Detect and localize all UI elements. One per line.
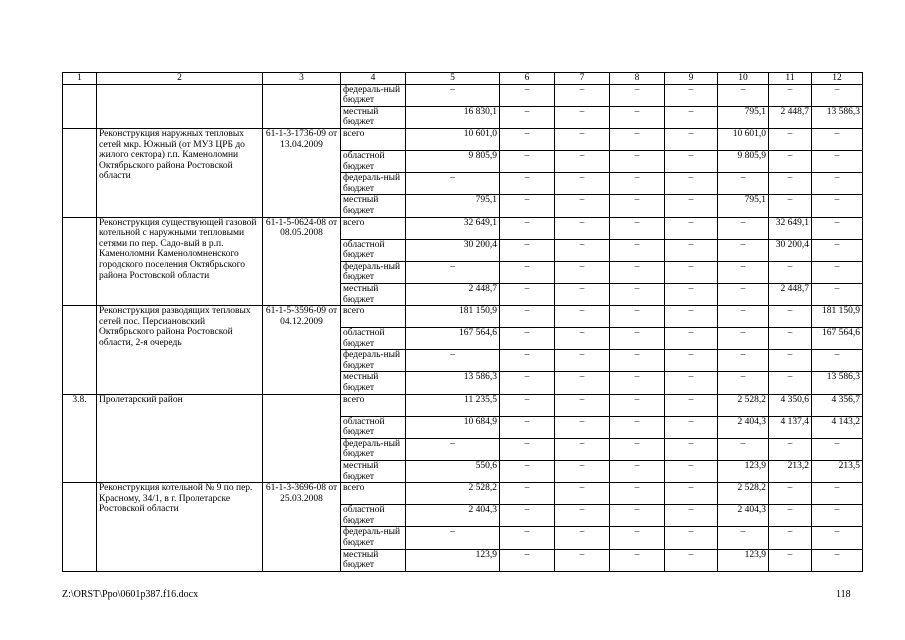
table-cell: – (769, 350, 812, 372)
table-cell: – (555, 195, 610, 217)
table-cell (97, 84, 263, 128)
table-cell: – (718, 438, 769, 460)
table-cell: – (718, 527, 769, 549)
table-cell: – (555, 106, 610, 128)
table-cell: 30 200,4 (769, 239, 812, 261)
table-cell: – (555, 217, 610, 239)
table-cell: – (769, 483, 812, 505)
table-row (63, 84, 863, 106)
table-cell: – (406, 350, 500, 372)
table-cell: 13 586,3 (406, 372, 500, 394)
table-cell: – (555, 438, 610, 460)
table-cell: – (665, 128, 718, 150)
table-cell: – (500, 372, 555, 394)
table-cell: 123,9 (406, 549, 500, 571)
table-cell: областной бюджет (341, 328, 406, 350)
table-cell: 550,6 (406, 461, 500, 483)
column-header: 5 (406, 73, 500, 85)
table-cell: 2 404,3 (718, 416, 769, 438)
table-cell: – (610, 416, 665, 438)
table-cell: Реконструкция существующей газовой котельной с наружными тепловыми сетями по пер. Садо-вый в р.п. Каменоломни Каменоломненского городского поселения Октябрьского района Ростовской области (97, 217, 263, 306)
table-cell: 10 601,0 (718, 128, 769, 150)
table-cell: – (500, 328, 555, 350)
table-cell: – (718, 328, 769, 350)
table-row (63, 483, 863, 505)
table-cell: – (812, 195, 863, 217)
table-row (63, 217, 863, 239)
table-cell: – (500, 483, 555, 505)
table-cell: 30 200,4 (406, 239, 500, 261)
table-cell: 13 586,3 (812, 106, 863, 128)
table-cell: – (500, 195, 555, 217)
table-cell: – (555, 239, 610, 261)
table-cell: 9 805,9 (718, 150, 769, 172)
table-cell: – (812, 527, 863, 549)
table-cell: 2 404,3 (718, 505, 769, 527)
table-cell: – (610, 328, 665, 350)
table-cell: – (406, 261, 500, 283)
table-cell: местный бюджет (341, 372, 406, 394)
table-cell: – (500, 239, 555, 261)
table-cell: – (769, 328, 812, 350)
table-cell: – (718, 372, 769, 394)
table-cell: – (500, 461, 555, 483)
table-cell: – (555, 527, 610, 549)
table-cell: всего (341, 483, 406, 505)
table-cell: – (769, 173, 812, 195)
table-cell: – (665, 416, 718, 438)
table-cell: – (610, 106, 665, 128)
table-cell: федераль-ный бюджет (341, 173, 406, 195)
table-cell: – (812, 483, 863, 505)
table-cell (63, 306, 97, 395)
table-cell: – (812, 549, 863, 571)
table-cell: – (500, 549, 555, 571)
table-cell: – (812, 505, 863, 527)
column-header: 11 (769, 73, 812, 85)
table-cell: – (555, 328, 610, 350)
table-cell: федераль-ный бюджет (341, 350, 406, 372)
table-cell: – (769, 549, 812, 571)
table-cell: 181 150,9 (812, 306, 863, 328)
table-cell: – (718, 84, 769, 106)
table-cell: – (555, 173, 610, 195)
table-cell: – (610, 438, 665, 460)
table-cell: 2 528,2 (718, 483, 769, 505)
table-cell: – (718, 306, 769, 328)
table-cell: – (610, 150, 665, 172)
table-cell: – (718, 283, 769, 305)
table-cell: – (812, 128, 863, 150)
table-cell: – (555, 505, 610, 527)
table-cell: всего (341, 306, 406, 328)
table-cell: федераль-ный бюджет (341, 438, 406, 460)
table-cell: – (610, 372, 665, 394)
table-cell: – (500, 306, 555, 328)
table-cell: 61-1-3-3696-08 от 25.03.2008 (263, 483, 341, 572)
table-cell: – (610, 217, 665, 239)
table-cell: – (718, 239, 769, 261)
table-cell: 3.8. (63, 394, 97, 483)
table-cell: 2 528,2 (718, 394, 769, 416)
table-cell: – (665, 505, 718, 527)
table-cell: федераль-ный бюджет (341, 261, 406, 283)
table-cell: – (500, 394, 555, 416)
header-row (63, 73, 863, 85)
footer-file-path: Z:\ORST\Ppo\0601p387.f16.docx (62, 589, 199, 600)
column-header: 8 (610, 73, 665, 85)
table-cell: – (555, 416, 610, 438)
table-cell: 61-1-3-1736-09 от 13.04.2009 (263, 128, 341, 217)
table-cell: – (718, 261, 769, 283)
table-cell: местный бюджет (341, 461, 406, 483)
table-cell: областной бюджет (341, 505, 406, 527)
table-cell: – (555, 372, 610, 394)
table-cell: – (812, 217, 863, 239)
table-cell: 61-1-5-3596-09 от 04.12.2009 (263, 306, 341, 395)
table-cell: 32 649,1 (406, 217, 500, 239)
table-cell: местный бюджет (341, 283, 406, 305)
table-cell (63, 217, 97, 306)
table-cell: 61-1-5-0624-08 от 08.05.2008 (263, 217, 341, 306)
table-cell (63, 128, 97, 217)
table-cell: – (555, 128, 610, 150)
table-cell: 11 235,5 (406, 394, 500, 416)
table-cell: всего (341, 217, 406, 239)
table-cell: – (610, 350, 665, 372)
table-cell: 10 684,9 (406, 416, 500, 438)
table-cell: – (610, 84, 665, 106)
table-cell: 795,1 (406, 195, 500, 217)
table-cell: – (769, 527, 812, 549)
table-cell: – (812, 173, 863, 195)
table-cell: 4 143,2 (812, 416, 863, 438)
table-cell: – (555, 283, 610, 305)
table-cell: 2 404,3 (406, 505, 500, 527)
table-cell: – (555, 150, 610, 172)
table-cell: – (406, 84, 500, 106)
table-cell: местный бюджет (341, 106, 406, 128)
table-cell: 10 601,0 (406, 128, 500, 150)
table-cell: – (610, 527, 665, 549)
table-cell: – (610, 483, 665, 505)
table-cell: – (812, 239, 863, 261)
table-cell: 16 830,1 (406, 106, 500, 128)
table-cell: – (555, 261, 610, 283)
table-cell: 2 528,2 (406, 483, 500, 505)
table-cell: областной бюджет (341, 416, 406, 438)
table-cell: Реконструкция наружных тепловых сетей мкр. Южный (от МУЗ ЦРБ до жилого сектора) г.п. Каменоломни Октябрьского района Ростовской области (97, 128, 263, 217)
table-cell: – (610, 283, 665, 305)
table-cell: – (610, 505, 665, 527)
column-header: 6 (500, 73, 555, 85)
table-cell: – (665, 328, 718, 350)
table-cell: местный бюджет (341, 549, 406, 571)
table-cell: 4 137,4 (769, 416, 812, 438)
table-cell: – (769, 261, 812, 283)
table-cell: федераль-ный бюджет (341, 84, 406, 106)
table-cell: – (769, 195, 812, 217)
table-cell: 181 150,9 (406, 306, 500, 328)
table-cell: всего (341, 128, 406, 150)
table-cell: – (718, 350, 769, 372)
table-cell: – (406, 527, 500, 549)
page-number: 118 (836, 589, 851, 600)
table-cell: – (555, 549, 610, 571)
table-cell: – (665, 195, 718, 217)
table-cell: – (500, 173, 555, 195)
table-cell: 32 649,1 (769, 217, 812, 239)
table-cell: 213,5 (812, 461, 863, 483)
column-header: 7 (555, 73, 610, 85)
column-header: 4 (341, 73, 406, 85)
table-cell: местный бюджет (341, 195, 406, 217)
table-cell: – (665, 239, 718, 261)
table-cell: – (500, 106, 555, 128)
table-cell: – (665, 261, 718, 283)
table-cell: – (610, 549, 665, 571)
table-cell: – (665, 217, 718, 239)
table-cell: Пролетарский район (97, 394, 263, 483)
table-cell: – (500, 261, 555, 283)
table-cell: – (500, 527, 555, 549)
table-cell: – (610, 461, 665, 483)
table-cell: – (718, 173, 769, 195)
column-header: 9 (665, 73, 718, 85)
table-cell (263, 84, 341, 128)
table-cell: 2 448,7 (769, 283, 812, 305)
table-cell: – (812, 438, 863, 460)
table-cell: – (555, 84, 610, 106)
table-cell: – (610, 261, 665, 283)
table-cell: – (665, 438, 718, 460)
table-cell: – (555, 306, 610, 328)
table-cell: – (665, 150, 718, 172)
table-cell: 4 350,6 (769, 394, 812, 416)
column-header: 1 (63, 73, 97, 85)
table-cell: областной бюджет (341, 150, 406, 172)
column-header: 10 (718, 73, 769, 85)
table-cell: 2 448,7 (406, 283, 500, 305)
table-cell: – (718, 217, 769, 239)
table-cell: – (665, 461, 718, 483)
table-cell: 123,9 (718, 461, 769, 483)
table-cell: 13 586,3 (812, 372, 863, 394)
table-cell: – (665, 372, 718, 394)
table-cell: – (500, 505, 555, 527)
table-cell: 795,1 (718, 106, 769, 128)
table-cell: всего (341, 394, 406, 416)
table-cell: – (555, 483, 610, 505)
table-cell: – (812, 350, 863, 372)
table-cell: – (665, 84, 718, 106)
table-cell: – (769, 84, 812, 106)
table-cell: – (500, 438, 555, 460)
table-cell: областной бюджет (341, 239, 406, 261)
table-cell: – (500, 283, 555, 305)
table-cell: 213,2 (769, 461, 812, 483)
table-cell: – (555, 394, 610, 416)
table-cell: – (769, 372, 812, 394)
table-cell: – (665, 106, 718, 128)
table-cell: – (406, 438, 500, 460)
table-cell: Реконструкция разводящих тепловых сетей пос. Персиановский Октябрьского района Ростовской области, 2-я очередь (97, 306, 263, 395)
table-cell: – (500, 84, 555, 106)
table-header (63, 73, 863, 85)
table-cell: – (769, 306, 812, 328)
table-cell: – (665, 394, 718, 416)
column-header: 2 (97, 73, 263, 85)
table-cell: – (665, 283, 718, 305)
column-header: 3 (263, 73, 341, 85)
table-cell: – (500, 350, 555, 372)
table-cell: – (812, 84, 863, 106)
table-cell: Реконструкция котельной № 9 по пер. Красному, 34/1, в г. Пролетарске Ростовской области (97, 483, 263, 572)
table-cell: – (610, 306, 665, 328)
table-cell: – (769, 438, 812, 460)
table-cell: – (769, 128, 812, 150)
table-cell (63, 483, 97, 572)
table-cell: – (500, 416, 555, 438)
table-cell: 167 564,6 (812, 328, 863, 350)
table-cell: – (610, 173, 665, 195)
table-cell (63, 84, 97, 128)
table-row (63, 306, 863, 328)
table-cell: – (769, 505, 812, 527)
budget-table (62, 72, 863, 572)
table-cell: – (665, 173, 718, 195)
column-header: 12 (812, 73, 863, 85)
table-cell: – (610, 239, 665, 261)
table-cell: – (812, 150, 863, 172)
table-cell: – (665, 549, 718, 571)
table-cell: – (665, 527, 718, 549)
table-cell: 795,1 (718, 195, 769, 217)
table-cell: – (406, 173, 500, 195)
table-cell: – (610, 394, 665, 416)
table-cell: – (555, 461, 610, 483)
table-cell: – (500, 217, 555, 239)
table-cell: 4 356,7 (812, 394, 863, 416)
table-body (63, 84, 863, 571)
table-cell: федераль-ный бюджет (341, 527, 406, 549)
table-row (63, 128, 863, 150)
table-cell: – (555, 350, 610, 372)
table-cell: 9 805,9 (406, 150, 500, 172)
table-cell: – (500, 128, 555, 150)
table-cell: 2 448,7 (769, 106, 812, 128)
table-cell: – (769, 150, 812, 172)
table-cell: – (665, 306, 718, 328)
table-cell: – (665, 483, 718, 505)
table-cell: – (610, 128, 665, 150)
table-cell: – (812, 261, 863, 283)
table-cell: – (500, 150, 555, 172)
table-row (63, 394, 863, 416)
table-cell: – (812, 283, 863, 305)
table-cell: – (610, 195, 665, 217)
table-cell: 167 564,6 (406, 328, 500, 350)
table-cell: – (665, 350, 718, 372)
table-cell (263, 394, 341, 483)
table-cell: 123,9 (718, 549, 769, 571)
